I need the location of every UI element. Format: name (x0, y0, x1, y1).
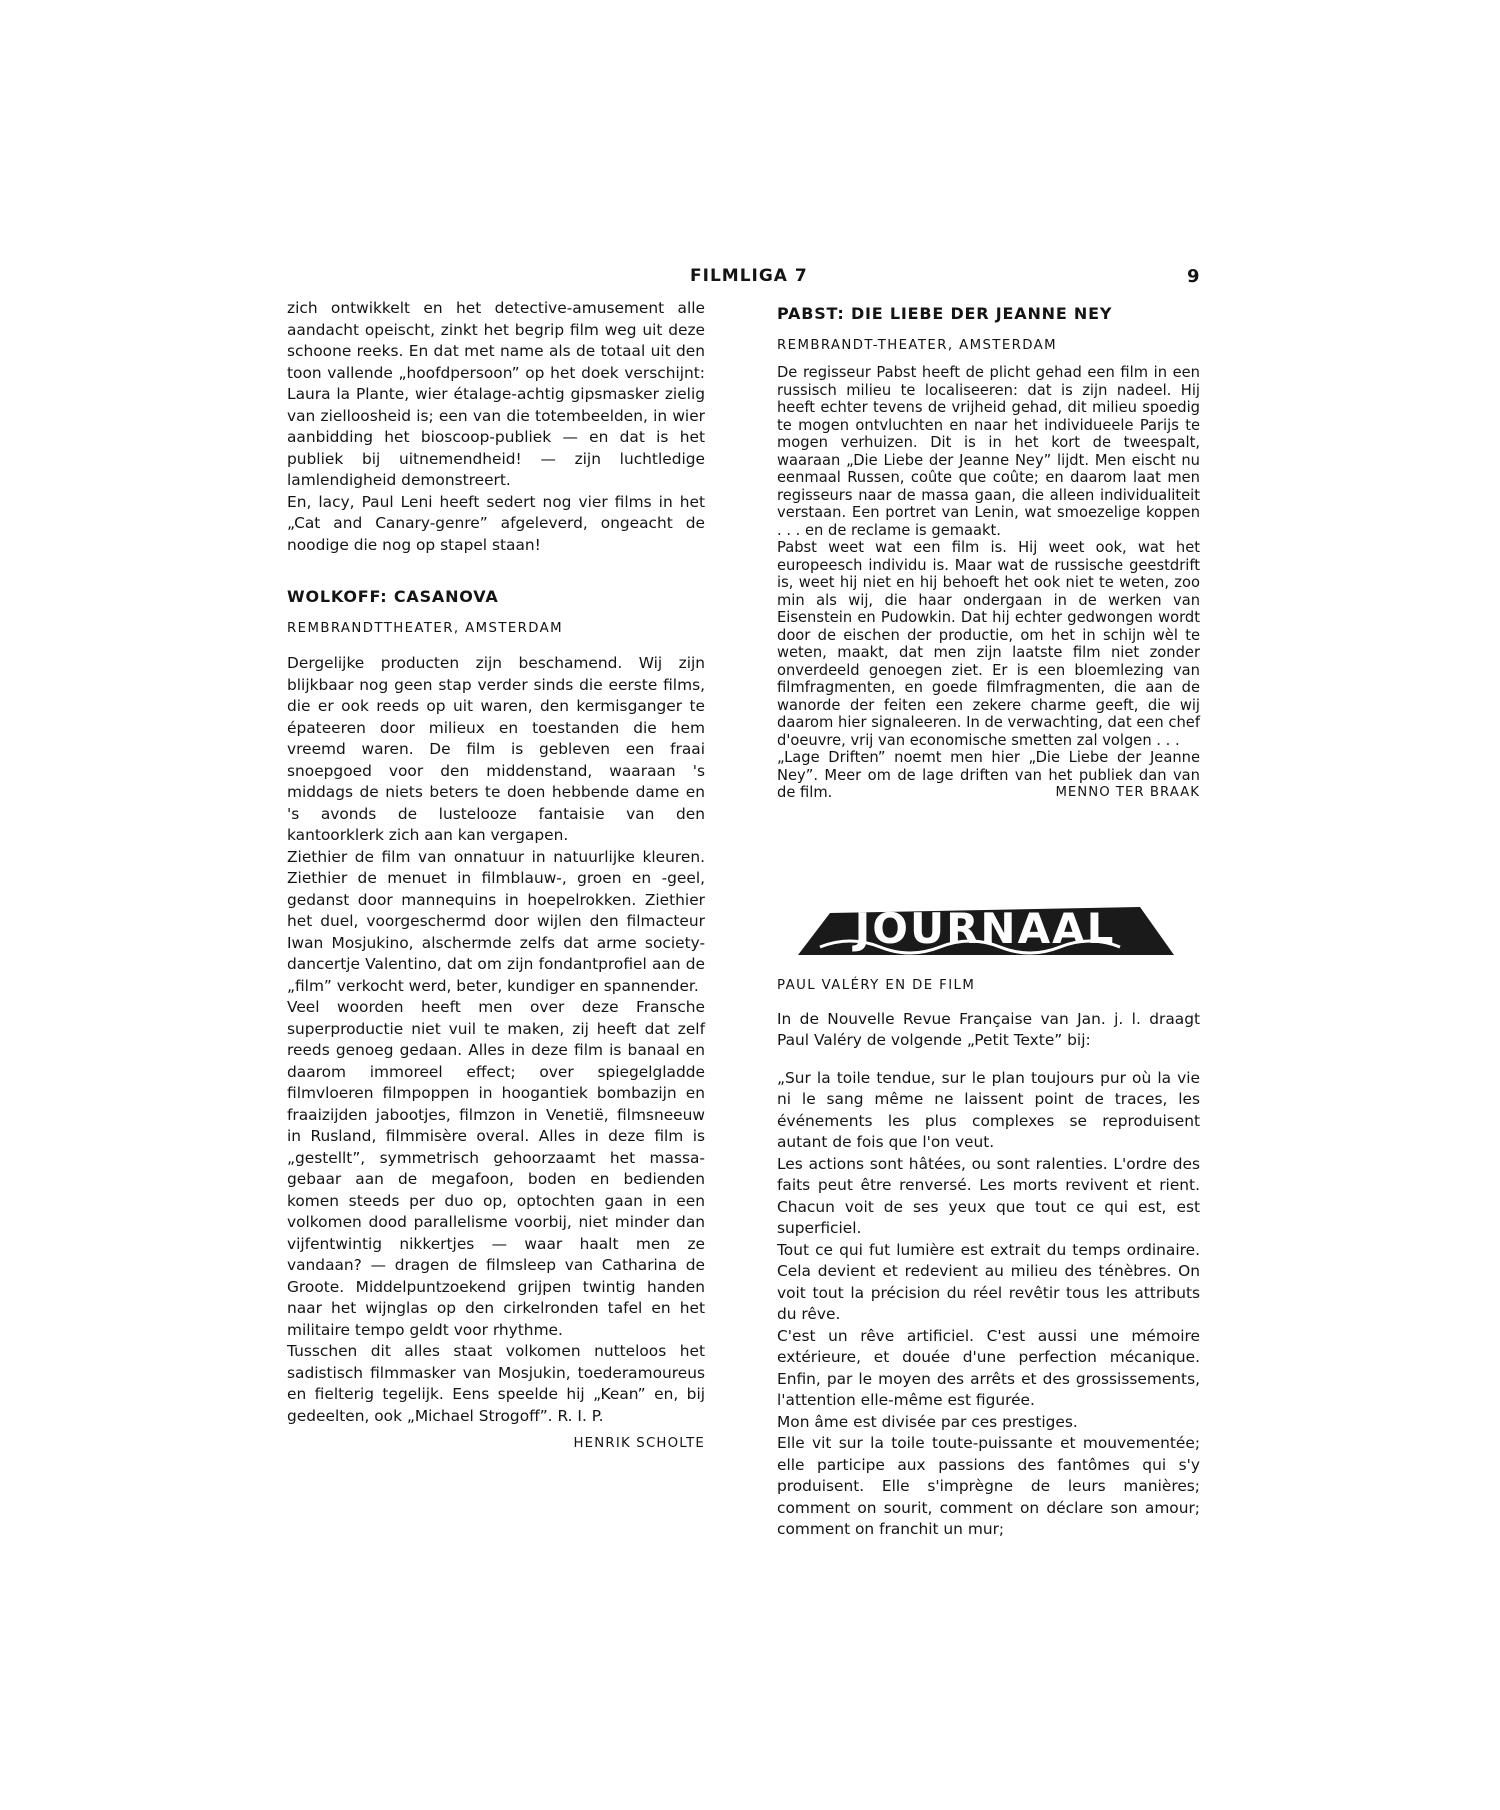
right-column (777, 303, 1200, 802)
logo-text: JOURNAAL (854, 904, 1116, 953)
quote-paragraph: Mon âme est divisée par ces prestiges. (777, 1412, 1078, 1431)
paragraph: De regisseur Pabst heeft de plicht gehad een film in een russisch milieu te localiseeren: dat is zijn nadeel. Hij heeft echter tevens de vrijheid gehad, dit milieu spoedig te mogen ontvluchten en naar het individueele Parijs te mogen verhuizen. Dit is in het kort de tweespalt, waaraan „Die Liebe der Jeanne Ney” lijdt. Men eischt nu eenmaal Russen, coûte que coûte; en daarom laat men regisseurs naar de massa gaan, die alleen individualiteit verstaan. Een portret van Lenin, wat smoezelige koppen . . . en de reclame is gemaakt. (777, 364, 1200, 539)
paragraph: Dergelijke producten zijn beschamend. Wij zijn blijkbaar nog geen stap verder sinds die eerste films, die er ook reeds op uit waren, den kermisganger te épateeren door milieux en toestanden die hem vreemd waren. De film is gebleven een fraai snoepgoed voor den middenstand, waaraan 's middags de niets beters te doen hebbende dame en 's avonds de lustelooze fantaisie van den kantoorklerk zich aan kan vergapen. (287, 654, 705, 844)
paragraph: Pabst weet wat een film is. Hij weet ook, wat het europeesch individu is. Maar wat de russische geestdrift is, weet hij niet en hij behoeft het ook niet te weten, zoo min als wij, die haar ondergaan in de werken van Eisenstein en Pudowkin. Dat hij echter gedwongen wordt door de eischen der productie, om het in schijn wèl te weten, maakt, dat men zijn laatste film niet zonder onverdeeld genoegen ziet. Er is een bloemlezing van filmfragmenten, en goede filmfragmenten, die aan de wanorde der feiten een zekere charme geeft, die wij daarom hier signaleeren. In de verwachting, dat een chef d'oeuvre, vrij van economische smetten zal volgen . . . (777, 539, 1200, 749)
paragraph: Ziethier de film van onnatuur in natuurlijke kleuren. Ziethier de menuet in filmblauw-, groen en -geel, gedanst door mannequins in hoepelrokken. Ziethier het duel, voorgeschermd door wijlen den filmacteur Iwan Mosjukino, alschermde zelfs dat arme society-dancertje Valentino, dat om zijn fondantprofiel aan de „film” verkocht werd, beter, kundiger en spannender. (287, 847, 705, 995)
journaal-logo (790, 895, 1180, 961)
article-venue: REMBRANDTTHEATER, AMSTERDAM (287, 620, 564, 636)
journaal-banner-graphic (790, 895, 1180, 961)
article-venue: REMBRANDT-THEATER, AMSTERDAM (777, 337, 1058, 353)
article-title: WOLKOFF: CASANOVA (287, 587, 499, 606)
article-title: PABST: DIE LIEBE DER JEANNE NEY (777, 304, 1113, 323)
page-number: 9 (1187, 266, 1200, 287)
paragraph (777, 749, 1200, 802)
quote-paragraph: Tout ce qui fut lumière est extrait du temps ordinaire. Cela devient et redevient au milieu des ténèbres. On voit tout la précision du réel revêtir tous les attributs du rêve. (777, 1240, 1200, 1323)
paragraph: zich ontwikkelt en het detective-amusement alle aandacht opeischt, zinkt het begrip film weg uit deze schoone reeks. En dat met name als de totaal uit den toon vallende „hoofdpersoon” op het doek verschijnt: Laura la Plante, wier étalage-achtig gipsmasker zielig van zielloosheid is; een van die totembeelden, in wier aanbidding het bioscoop-publiek — en dat is het publiek bij uitnemendheid! — zijn luchtledige lamlendigheid demonstreert. (287, 299, 705, 489)
section-title: PAUL VALÉRY EN DE FILM (777, 978, 976, 993)
author-signature: HENRIK SCHOLTE (573, 1436, 705, 1451)
left-column (287, 298, 705, 1455)
author-signature: MENNO TER BRAAK (1055, 785, 1200, 800)
paragraph-text: „Lage Driften” noemt men hier „Die Liebe der Jeanne Ney”. Meer om de lage driften van het publiek dan van de film. (777, 749, 1200, 801)
quote-paragraph: „Sur la toile tendue, sur le plan toujours pur où la vie ni le sang même ne laissent point de traces, les événements les plus complexes se reproduisent autant de fois que l'on veut. (777, 1068, 1200, 1151)
quote-paragraph: Les actions sont hâtées, ou sont ralenties. L'ordre des faits peut être renversé. Les morts revivent et rient. Chacun voit de ses yeux que tout ce qui est, est superficiel. (777, 1154, 1200, 1237)
paragraph: En, lacy, Paul Leni heeft sedert nog vier films in het „Cat and Canary-genre” afgeleverd, ongeacht de noodige die nog op stapel staan! (287, 492, 705, 554)
paragraph: Tusschen dit alles staat volkomen nutteloos het sadistisch filmmasker van Mosjukin, toederamoureus en fielterig tegelijk. Eens speelde hij „Kean” en, bij gedeelten, ook „Michael Strogoff”. R. I. P. (287, 1342, 705, 1425)
quote-paragraph: C'est un rêve artificiel. C'est aussi une mémoire extérieure, et douée d'une perfection mécanique. Enfin, par le moyen des arrêts et des grossissements, l'attention elle-même est figurée. (777, 1326, 1200, 1409)
valery-section (777, 975, 1200, 1541)
paragraph: Veel woorden heeft men over deze Fransche superproductie niet vuil te maken, zij heeft dat zelf reeds genoeg gedaan. Alles in deze film is banaal en daarom immoreel effect; over spiegelgladde filmvloeren filmpoppen in hoogantiek bombazijn en fraaizijden jabootjes, filmzon in Venetië, filmsneeuw in Rusland, filmmisère overal. Alles in deze film is „gestellt”, symmetrisch gehoorzaamt het massa-gebaar aan de megafoon, boden en bedienden komen steeds per duo op, optochten gaan in een volkomen dood parallelisme voorbij, niet minder dan vijfentwintig nikkertjes — waar haalt men ze vandaan? — dragen de filmsleep van Catharina de Groote. Middelpuntzoekend grijpen twintig handen naar het wijnglas op den cirkelronden tafel en het militaire tempo geldt voor rhythme. (287, 998, 705, 1339)
running-head: FILMLIGA 7 (690, 266, 808, 286)
quote-paragraph: Elle vit sur la toile toute-puissante et mouvementée; elle participe aux passions des fantômes qui s'y produisent. Elle s'imprègne de leurs manières; comment on sourit, comment on déclare son amour; comment on franchit un mur; (777, 1434, 1200, 1538)
paragraph: In de Nouvelle Revue Française van Jan. j. l. draagt Paul Valéry de volgende „Petit Texte” bij: (777, 1009, 1200, 1049)
